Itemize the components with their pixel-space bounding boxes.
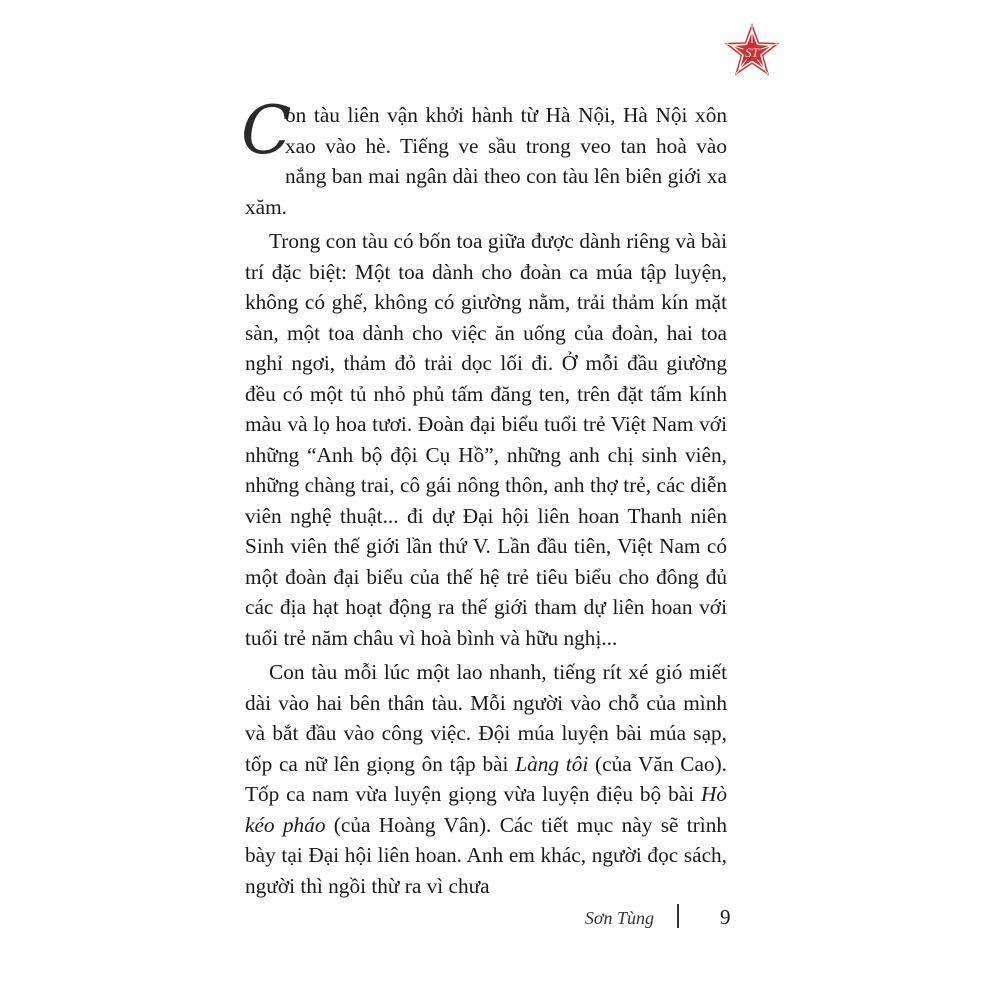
text-segment: Trong con tàu có bốn toa giữa được dành riêng và bài trí đặc biệt: Một toa dành cho đoàn ca múa tập luyện, không có ghế, không có giường nằm, trải thảm kín mặt sàn, một toa dành cho việc ăn uống của đoàn, hai toa nghỉ ngơi, thảm đỏ trải dọc lối đi. Ở mỗi đầu giường đều có một tủ nhỏ phủ tấm đăng ten, trên đặt tấm kính màu và lọ hoa tươi. Đoàn đại biểu tuổi trẻ Việt Nam với những “Anh bộ đội Cụ Hồ”, những anh chị sinh viên, những chàng trai, cô gái nông thôn, anh thợ trẻ, các diễn viên nghệ thuật... đi dự Đại hội liên hoan Thanh niên Sinh viên thế giới lần thứ V. Lần đầu tiên, Việt Nam có một đoàn đại biểu của thế hệ trẻ tiêu biểu cho đông đủ các địa hạt hoạt động ra thế giới tham dự liên hoan với tuổi trẻ năm châu vì hoà bình và hữu nghị... bbox=[245, 229, 727, 650]
text-segment: Con tàu mỗi lúc một lao nhanh, tiếng rít xé gió miết dài vào hai bên thân tàu. Mỗi người vào chỗ của mình và bắt đầu vào công việc. Đội múa luyện bài múa sạp, tốp ca nữ lên giọng ôn tập bài bbox=[245, 660, 727, 776]
italic-title: Làng tôi bbox=[515, 751, 589, 776]
text-segment: (của Văn Cao). Tốp ca nam vừa luyện giọng vừa luyện điệu bộ bài bbox=[245, 751, 727, 806]
body-text bbox=[241, 92, 727, 901]
paragraph-1 bbox=[241, 92, 727, 222]
italic-title: Hò kéo pháo bbox=[245, 782, 727, 837]
drop-cap: C bbox=[241, 92, 292, 169]
paragraph-3 bbox=[245, 657, 727, 901]
running-footer-author: Sơn Tùng bbox=[584, 908, 654, 928]
text-segment: on tàu liên vận khởi hành từ Hà Nội, Hà Nội xôn xao vào hè. Tiếng ve sầu trong veo tan hoà vào nắng ban mai ngân dài theo con tàu lên biên giới xa xăm. bbox=[245, 103, 727, 219]
red-star-emblem-icon bbox=[722, 22, 782, 82]
logo-monogram: ST bbox=[745, 45, 759, 60]
paragraph-2 bbox=[245, 226, 727, 653]
footer-divider bbox=[677, 904, 679, 928]
text-segment: (của Hoàng Vân). Các tiết mục này sẽ trình bày tại Đại hội liên hoan. Anh em khác, người đọc sách, người thì ngồi thừ ra vì chưa bbox=[245, 812, 727, 898]
page-number: 9 bbox=[720, 905, 731, 929]
paragraph-1-text bbox=[245, 103, 727, 219]
page-footer bbox=[560, 902, 750, 934]
